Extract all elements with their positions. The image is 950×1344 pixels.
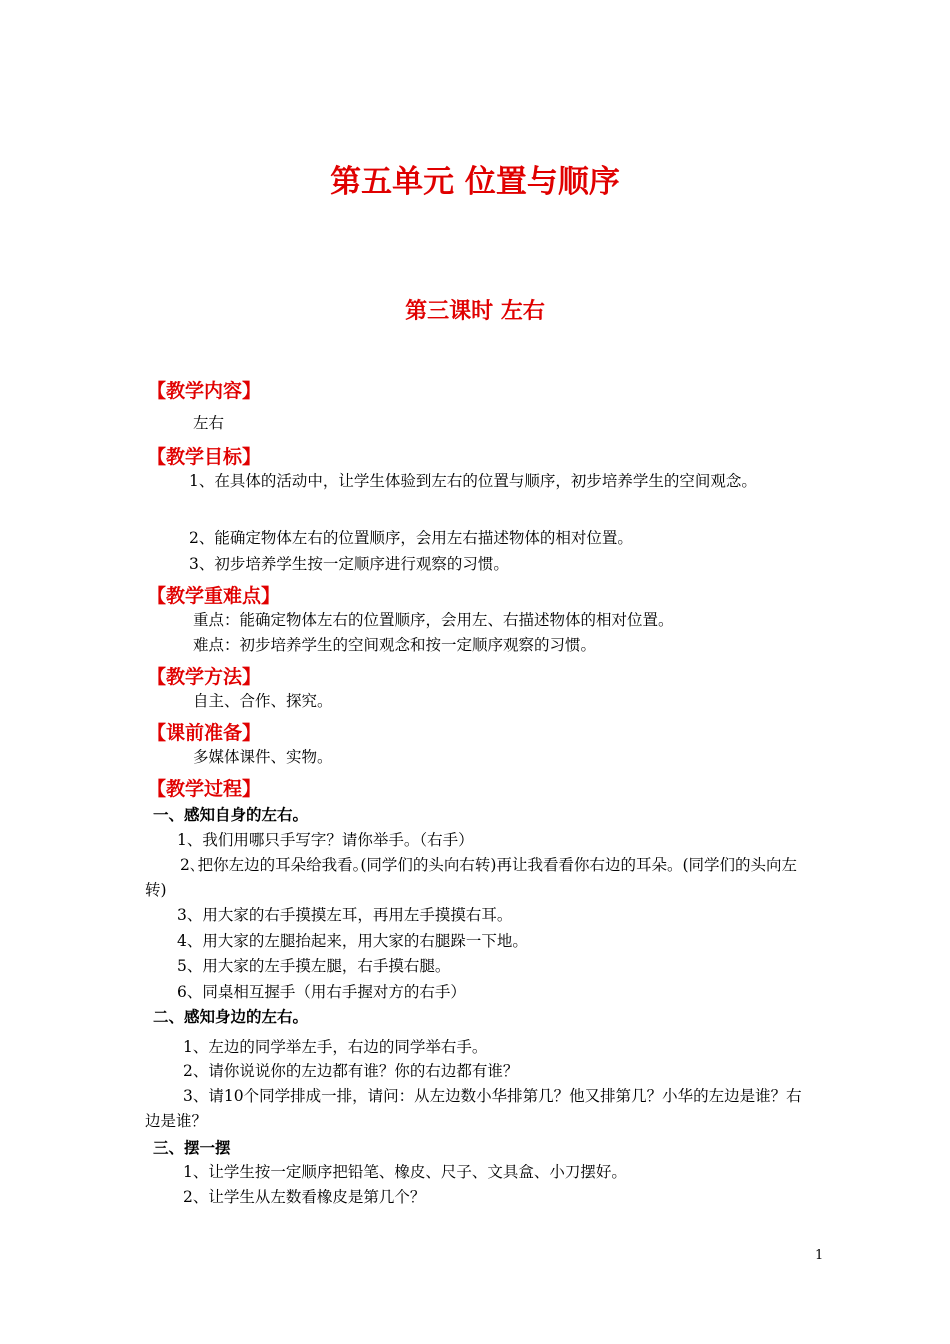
part3-item-2: 2、让学生从左数看橡皮是第几个？ bbox=[183, 1188, 426, 1206]
heading-content: 【教学内容】 bbox=[147, 380, 262, 402]
lesson-subtitle: 第三课时 左右 bbox=[405, 299, 545, 324]
methods-text: 自主、合作、探究。 bbox=[193, 692, 333, 710]
part2-item-1: 1、左边的同学举左手，右边的同学举右手。 bbox=[183, 1038, 488, 1056]
part3-item-1: 1、让学生按一定顺序把铅笔、橡皮、尺子、文具盒、小刀摆好。 bbox=[183, 1163, 627, 1181]
part1-item-6: 6、同桌相互握手（用右手握对方的右手） bbox=[177, 983, 466, 1001]
part1-item-1: 1、我们用哪只手写字？请你举手。（右手） bbox=[177, 831, 474, 849]
process-part2-title: 二、感知身边的左右。 bbox=[153, 1008, 309, 1026]
part1-item-2: 2､把你左边的耳朵给我看｡(同学们的头向右转)再让我看看你右边的耳朵。(同学们的头向左转) bbox=[145, 856, 798, 899]
goal-item-2: 2、能确定物体左右的位置顺序，会用左右描述物体的相对位置。 bbox=[189, 529, 633, 547]
heading-process: 【教学过程】 bbox=[147, 778, 262, 800]
heading-goals: 【教学目标】 bbox=[147, 446, 262, 468]
process-part1-title: 一、感知自身的左右。 bbox=[153, 806, 309, 824]
heading-methods: 【教学方法】 bbox=[147, 666, 262, 688]
heading-preparation: 【课前准备】 bbox=[147, 722, 262, 744]
process-part3-title: 三、摆一摆 bbox=[153, 1139, 231, 1157]
part2-item-3: 3、请10个同学排成一排，请问：从左边数小华排第几？他又排第几？小华的左边是谁？右边是谁？ bbox=[145, 1087, 802, 1130]
heading-keypoints: 【教学重难点】 bbox=[147, 585, 281, 607]
part1-item-5: 5、用大家的左手摸左腿，右手摸右腿。 bbox=[177, 957, 451, 975]
content-text: 左右 bbox=[193, 414, 225, 432]
key-point: 重点：能确定物体左右的位置顺序，会用左、右描述物体的相对位置。 bbox=[193, 611, 674, 629]
difficult-point: 难点：初步培养学生的空间观念和按一定顺序观察的习惯。 bbox=[193, 636, 597, 654]
goal-item-3: 3、初步培养学生按一定顺序进行观察的习惯。 bbox=[189, 555, 509, 573]
page-title: 第五单元 位置与顺序 bbox=[330, 164, 620, 200]
goal-item-1: 1、在具体的活动中，让学生体验到左右的位置与顺序，初步培养学生的空间观念。 bbox=[189, 472, 757, 490]
part1-item-3: 3、用大家的右手摸摸左耳，再用左手摸摸右耳。 bbox=[177, 906, 513, 924]
part2-item-2: 2、请你说说你的左边都有谁？你的右边都有谁？ bbox=[183, 1062, 519, 1080]
part1-item-4: 4、用大家的左腿抬起来，用大家的右腿跺一下地。 bbox=[177, 932, 528, 950]
preparation-text: 多媒体课件、实物。 bbox=[193, 748, 333, 766]
page-number: 1 bbox=[815, 1248, 824, 1263]
